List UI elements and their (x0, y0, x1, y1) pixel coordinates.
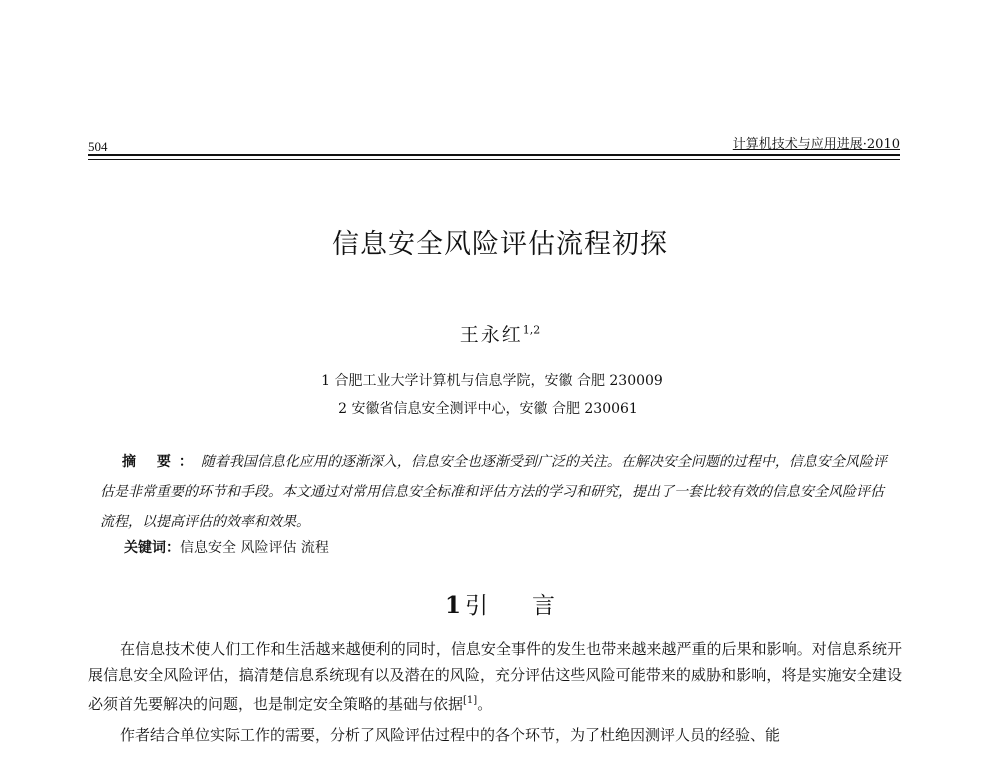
abstract-text: 随着我国信息化应用的逐渐深入，信息安全也逐渐受到广泛的关注。在解决安全问题的过程中，信息安全风险评估是非常重要的环节和手段。本文通过对常用信息安全标准和评估方法的学习和研究，提出了一套比较有效的信息安全风险评估流程，以提高评估的效率和效果。 (100, 454, 887, 530)
body-paragraph-1 (88, 636, 902, 717)
keywords-text: 信息安全 风险评估 流程 (180, 540, 329, 556)
author-name: 王永红 (459, 324, 523, 346)
running-header: 计算机技术与应用进展·2010 (732, 137, 900, 152)
paragraph-1-text: 在信息技术使人们工作和生活越来越便利的同时，信息安全事件的发生也带来越来越严重的后果和影响。对信息系统开展信息安全风险评估，搞清楚信息系统现有以及潜在的风险，充分评估这些风险可能带来的威胁和影响，将是实施安全建设必须首先要解决的问题，也是制定安全策略的基础与依据 (88, 640, 902, 713)
keywords-label: 关键词： (124, 540, 180, 556)
body-paragraph-2: 作者结合单位实际工作的需要，分析了风险评估过程中的各个环节，为了杜绝因测评人员的经验、能 (120, 726, 781, 744)
citation: [1] (463, 695, 478, 706)
section-title-part2: 言 (532, 593, 555, 619)
header-rule-thin (88, 159, 900, 160)
section-number: 1 (444, 592, 461, 619)
paragraph-1-end: 。 (477, 695, 493, 713)
author-affiliation-marker: 1,2 (522, 323, 541, 337)
page-number: 504 (88, 139, 108, 154)
affiliation-2: 2 安徽省信息安全测评中心，安徽 合肥 230061 (338, 401, 638, 417)
header-rule-thick (88, 154, 900, 156)
abstract-label: 摘 要： (122, 454, 201, 470)
section-title-part1: 引 (465, 593, 488, 619)
keywords (124, 537, 329, 557)
paper-title: 信息安全风险评估流程初探 (332, 229, 668, 260)
affiliation-1: 1 合肥工业大学计算机与信息学院，安徽 合肥 230009 (321, 373, 663, 389)
author-line (0, 320, 1000, 347)
section-heading (0, 587, 1000, 620)
abstract (100, 447, 890, 537)
